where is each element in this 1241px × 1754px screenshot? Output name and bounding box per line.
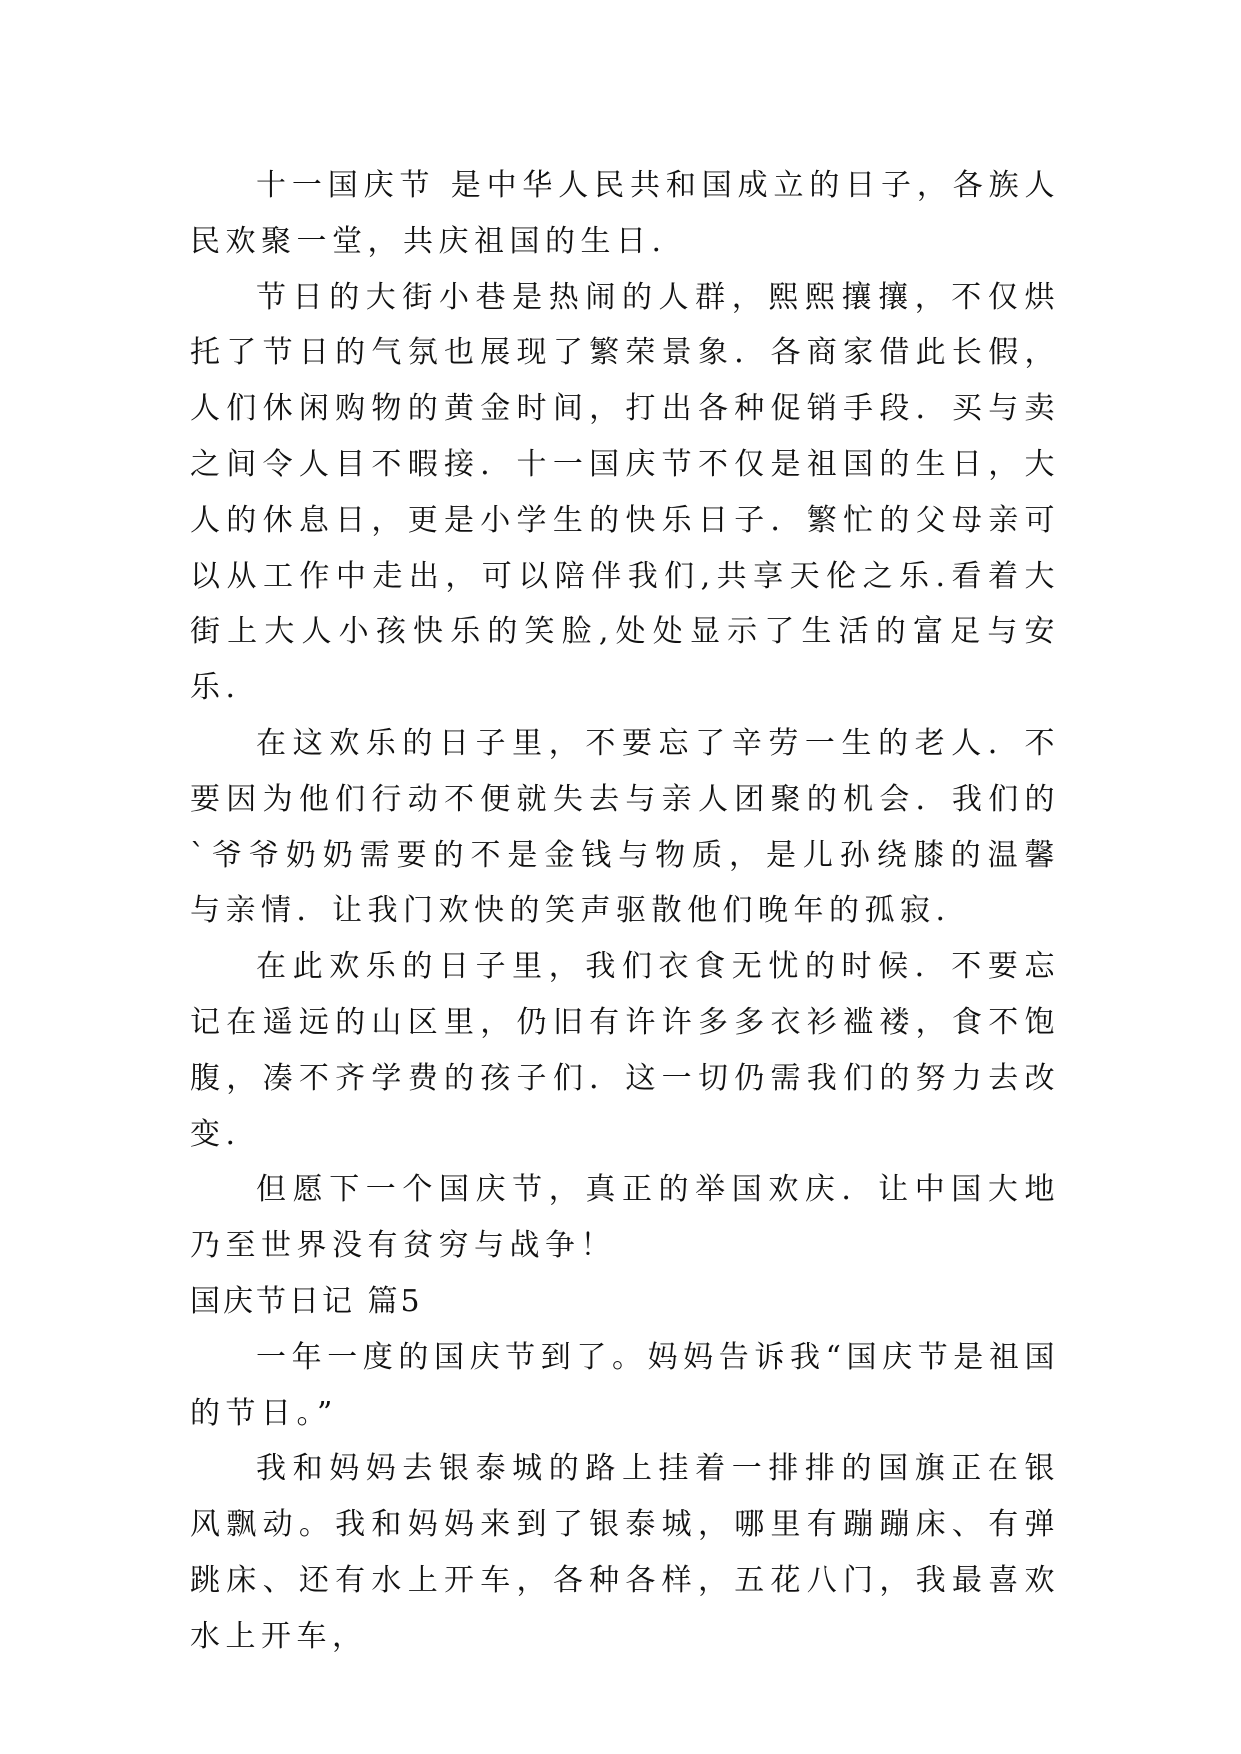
document-body <box>190 158 1060 1665</box>
paragraph-elderly: 在这欢乐的日子里，不要忘了辛劳一生的老人．不要因为他们行动不便就失去与亲人团聚的机会．我们的`爷爷奶奶需要的不是金钱与物质，是儿孙绕膝的温馨与亲情．让我门欢快的笑声驱散他们晚年的孤寂. <box>190 725 1060 929</box>
paragraph-festive-streets: 节日的大街小巷是热闹的人群，熙熙攘攘，不仅烘托了节日的气氛也展现了繁荣景象．各商家借此长假，人们休闲购物的黄金时间，打出各种促销手段．买与卖之间令人目不暇接．十一国庆节不仅是祖国的生日，大人的休息日，更是小学生的快乐日子．繁忙的父母亲可以从工作中走出，可以陪伴我们,共享天伦之乐.看着大街上大人小孩快乐的笑脸,处处显示了生活的富足与安乐. <box>190 279 1060 706</box>
paragraph-diary-mall: 我和妈妈去银泰城的路上挂着一排排的国旗正在银风飘动。我和妈妈来到了银泰城，哪里有蹦蹦床、有弹跳床、还有水上开车，各种各样，五花八门，我最喜欢水上开车， <box>190 1451 1060 1654</box>
paragraph-diary-intro: 一年一度的国庆节到了。妈妈告诉我“国庆节是祖国的节日。” <box>190 1339 1060 1431</box>
paragraph-national-day-intro: 十一国庆节 是中华人民共和国成立的日子，各族人民欢聚一堂，共庆祖国的生日. <box>190 168 1060 259</box>
paragraph-wish: 但愿下一个国庆节，真正的举国欢庆．让中国大地乃至世界没有贫穷与战争！ <box>190 1172 1060 1264</box>
section-heading: 国庆节日记 篇5 <box>190 1283 423 1319</box>
paragraph-mountain-children: 在此欢乐的日子里，我们衣食无忧的时候．不要忘记在遥远的山区里，仍旧有许许多多衣衫褴褛，食不饱腹，凑不齐学费的孩子们．这一切仍需我们的努力去改变. <box>190 949 1060 1152</box>
